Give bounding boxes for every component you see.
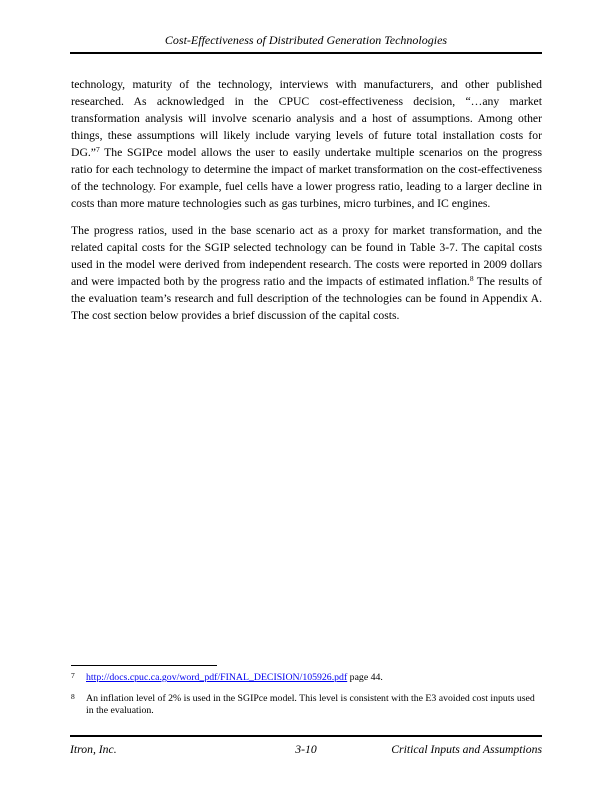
page-footer <box>70 742 542 757</box>
footnote-8 <box>71 693 543 718</box>
footnote-7-hyperlink[interactable]: http://docs.cpuc.ca.gov/word_pdf/FINAL_DECISION/105926.pdf <box>86 672 348 683</box>
body-text <box>71 76 542 324</box>
footnote-7-marker: 7 <box>71 671 75 680</box>
footnotes-section <box>71 665 543 718</box>
footnote-7-suffix: page 44. <box>347 672 383 683</box>
paragraph-1 <box>71 76 542 212</box>
footer-page-number: 3-10 <box>295 743 317 756</box>
footnote-ref-7[interactable]: 7 <box>96 145 100 154</box>
paragraph-1-text-before-ref: technology, maturity of the technology, interviews with manufacturers, and other published researched. As acknowledged in the CPUC cost-effectiveness decision, “…any market transformation analysis will involve scenario analysis and a host of assumptions. Among other things, these assumptions will likely include varying levels of future total installation costs for DG.” <box>71 78 542 159</box>
running-header-title: Cost-Effectiveness of Distributed Generation Technologies <box>164 33 448 47</box>
footnote-8-marker: 8 <box>71 691 75 701</box>
footer-section-title: Critical Inputs and Assumptions <box>391 743 542 756</box>
header-divider <box>70 52 542 54</box>
footnote-7 <box>71 672 543 685</box>
footnote-ref-8[interactable]: 8 <box>469 274 474 283</box>
footer-company: Itron, Inc. <box>70 743 117 756</box>
paragraph-2 <box>71 222 542 324</box>
footer-divider <box>70 735 542 737</box>
footnote-divider <box>71 665 217 666</box>
paragraph-2-text-before-ref: The progress ratios, used in the base scenario act as a proxy for market transformation, and the related capital costs for the SGIP selected technology can be found in Table 3-7. The capital costs used in the model were derived from independent research. The costs were reported in 2009 dollars and were impacted both by the progress ratio and the impacts of estimated inflation. <box>71 224 542 288</box>
paragraph-1-text-after-ref: The SGIPce model allows the user to easily undertake multiple scenarios on the progress ratio for each technology to determine the impact of market transformation on the cost-effectiveness of the technology. For example, fuel cells have a lower progress ratio, leading to a larger decline in costs than more mature technologies such as gas turbines, micro turbines, and IC engines. <box>71 146 542 210</box>
footnote-8-text: An inflation level of 2% is used in the SGIPce model. This level is consistent with the E3 avoided cost inputs used in the evaluation. <box>86 692 535 716</box>
paragraph-2-text-after-ref: The results of the evaluation team’s research and full description of the technologies can be found in Appendix A. The cost section below provides a brief discussion of the capital costs. <box>71 275 542 322</box>
